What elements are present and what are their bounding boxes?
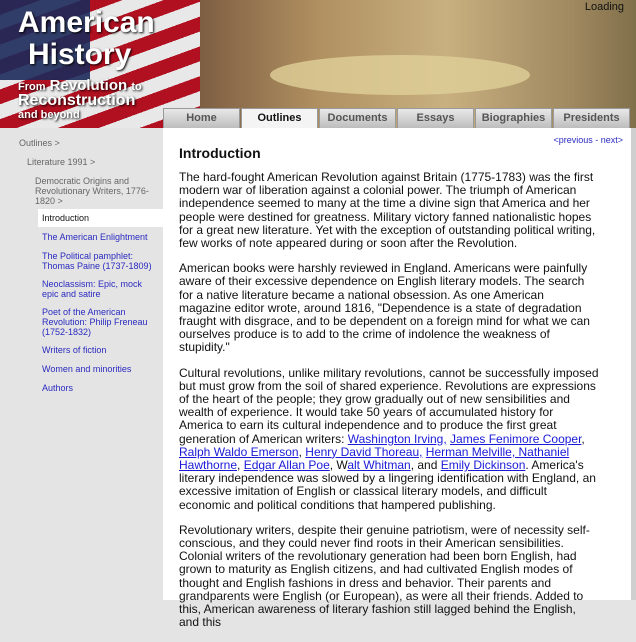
paragraph: Revolutionary writers, despite their genuine patriotism, were of necessity self-conscious, and they could never find roots in their American sensibilities. Colonial writers of the revolutionary generation had been born English, had grown to maturity as English citizens, and had cultivated English modes of thought and English fashions in dress and behavior. Their parents and grandparents were English (or European), as were all their friends. Added to this, American awareness of literary fashion still lagged behind the English, and this [179,522,590,630]
previous-link[interactable]: <previous [553,135,593,145]
sidebar [0,128,163,600]
next-link[interactable]: next> [600,135,623,145]
loading-indicator: Loading [584,1,624,13]
link-cooper[interactable]: James Fenimore Cooper [450,431,582,446]
sidebar-item-neoclassism[interactable]: Neoclassism: Epic, mock epic and satire [42,279,143,299]
sidebar-item-pamphlet[interactable]: The Political pamphlet: Thomas Paine (1737-1809) [42,251,152,271]
logo-subtitle: From Revolution to [18,77,142,94]
sidebar-item-authors[interactable]: Authors [42,383,74,393]
tab-biographies[interactable]: Biographies [475,108,552,128]
landscape-painting [270,55,530,95]
tab-outlines[interactable]: Outlines [241,108,318,128]
article-body [179,171,599,642]
link-whitman[interactable]: alt Whitman [347,458,411,473]
separator: - [592,135,601,145]
main-content [163,128,631,630]
logo-beyond: and beyond [18,109,80,121]
sidebar-item-enlightment[interactable]: The American Enlightment [42,232,148,242]
tab-documents[interactable]: Documents [319,108,396,128]
sidebar-item-introduction[interactable]: Introduction [38,209,163,227]
tab-home[interactable]: Home [163,108,240,128]
tab-essays[interactable]: Essays [397,108,474,128]
link-poe[interactable]: Edgar Allan Poe [243,458,330,473]
breadcrumb-democratic-origins[interactable]: Democratic Origins and Revolutionary Writers, 1776-1820 > [35,176,149,206]
breadcrumb-literature[interactable]: Literature 1991 > [27,157,96,167]
link-irving[interactable]: Washington Irving, [347,431,447,446]
paragraph: The hard-fought American Revolution against Britain (1775-1783) was the first modern war of liberation against a colonial power. The triumph of American independence seemed to many at the time a divine sign that America and her people were destined for greatness. Military victory fanned nationalistic hopes for a great new literature. Yet with the exception of outstanding political writing, few works of note appeared during or soon after the Revolution. [179,170,596,251]
sidebar-item-women[interactable]: Women and minorities [42,364,132,374]
sidebar-item-fiction[interactable]: Writers of fiction [42,345,107,355]
paragraph: Cultural revolutions, unlike military revolutions, cannot be successfully imposed but must grow from the soil of shared experience. Revolutions are expressions of the heart of the people; they grow gradually out of new sensibilities and wealth of experience. It would take 50 years of accumulated history for America to earn its cultural independence and to produce the first great generation of American writers: Washington Irving, James Fenimore Cooper, Ralph Waldo Emerson, Henry David Thoreau, Herman Melville, Nathaniel Hawthorne, Edgar Allan Poe, Walt Whitman, and Emily Dickinson. America's literary independence was slowed by a lingering identification with England, an excessive imitation of English or classical literary models, and difficult economic and political conditions that hampered publishing. [179,365,599,512]
sidebar-item-freneau[interactable]: Poet of the American Revolution: Philip Freneau (1752-1832) [42,307,148,337]
tab-presidents[interactable]: Presidents [553,108,630,128]
link-emerson[interactable]: Ralph Waldo Emerson [179,444,299,459]
main-nav-tabs [163,108,631,128]
paragraph: American books were harshly reviewed in England. Americans were painfully aware of their excessive dependence on English literary models. The search for a native literature became a national obsession. As one American magazine editor wrote, around 1816, "Dependence is a state of degradation fraught with disgrace, and to be dependent on a foreign mind for what we can ourselves produce is to add to the crime of indolence the weakness of stupidity." [179,261,590,355]
logo-history: History [28,38,132,71]
link-dickinson[interactable]: Emily Dickinson [440,458,526,473]
breadcrumb-outlines[interactable]: Outlines > [19,138,60,148]
logo-american: American [18,6,155,39]
page-title: Introduction [179,145,261,161]
pagination [553,135,623,145]
logo-reconstruction: Reconstruction [18,92,136,109]
link-thoreau[interactable]: Henry David Thoreau, [305,444,423,459]
link-melville-hawthorne[interactable]: Herman Melville, Nathaniel Hawthorne [179,444,570,473]
scrollbar[interactable] [631,128,636,600]
